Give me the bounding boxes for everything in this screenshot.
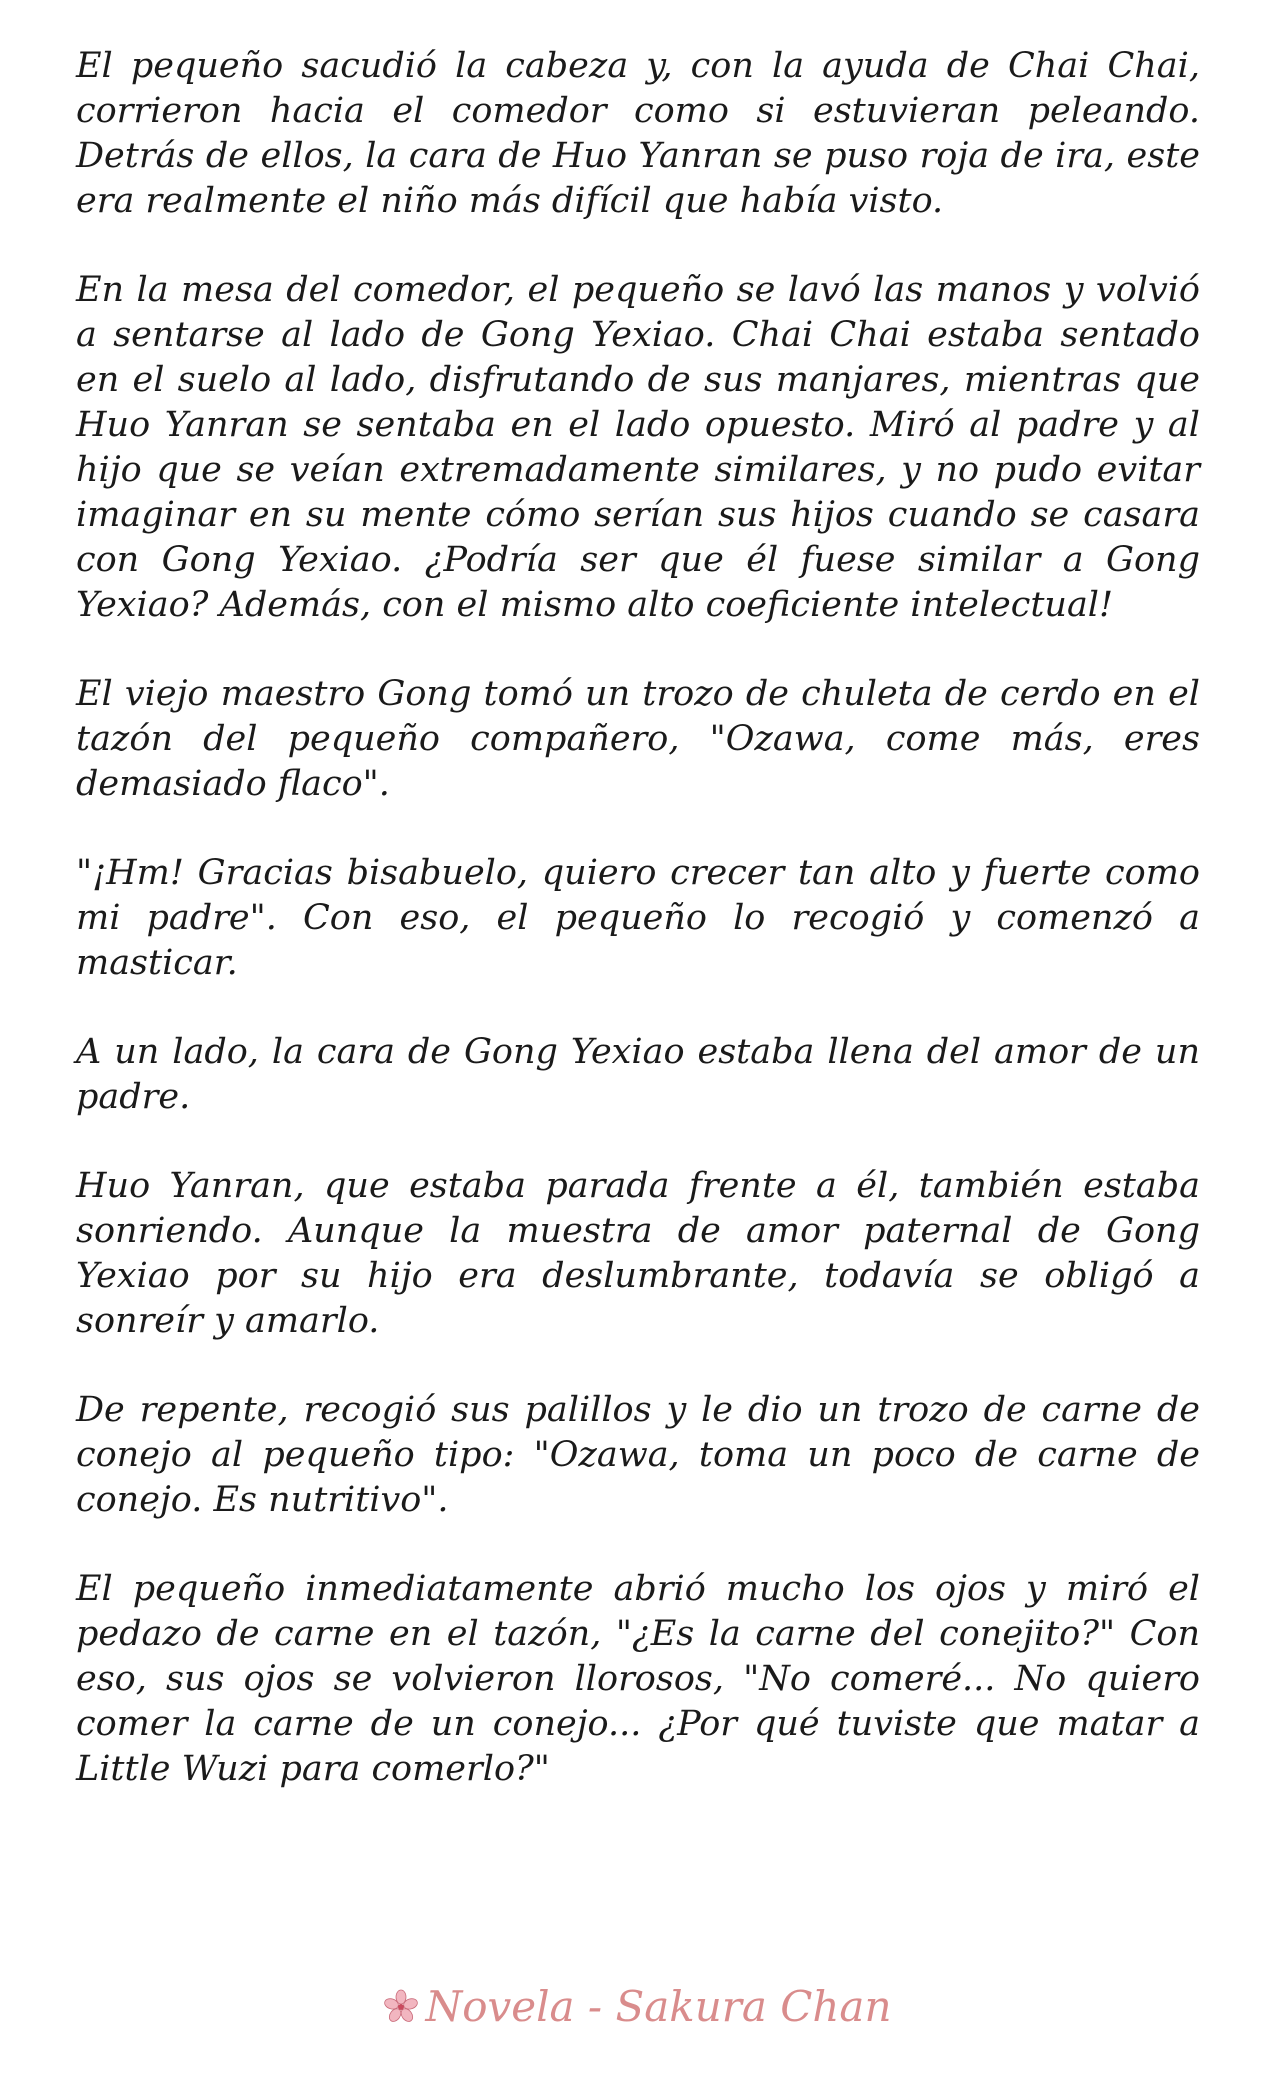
paragraph-2: En la mesa del comedor, el pequeño se lavó las manos y volvió a sentarse al lado de Gong Yexiao. Chai Chai estaba sentado en el suelo al lado, disfrutando de sus manjares, mientras que Huo Yanran se sentaba en el lado opuesto. Miró al padre y al hijo que se veían extremadamente similares, y no pudo evitar imaginar en su mente cómo serían sus hijos cuando se casara con Gong Yexiao. ¿Podría ser que él fuese similar a Gong Yexiao? Además, con el mismo alto coeficiente intelectual! bbox=[76, 270, 1200, 625]
paragraph-4: "¡Hm! Gracias bisabuelo, quiero crecer tan alto y fuerte como mi padre". Con eso, el pequeño lo recogió y comenzó a masticar. bbox=[76, 853, 1200, 983]
paragraph-7: De repente, recogió sus palillos y le dio un trozo de carne de conejo al pequeño tipo: "Ozawa, toma un poco de carne de conejo. Es nutritivo". bbox=[76, 1390, 1200, 1520]
watermark-text: Novela - Sakura Chan bbox=[425, 1982, 892, 2031]
paragraph-3: El viejo maestro Gong tomó un trozo de chuleta de cerdo en el tazón del pequeño compañero, "Ozawa, come más, eres demasiado flaco". bbox=[76, 674, 1200, 804]
paragraph-1: El pequeño sacudió la cabeza y, con la ayuda de Chai Chai, corrieron hacia el comedor como si estuvieran peleando. Detrás de ellos, la cara de Huo Yanran se puso roja de ira, este era realmente el niño más difícil que había visto. bbox=[76, 46, 1200, 221]
paragraph-6: Huo Yanran, que estaba parada frente a él, también estaba sonriendo. Aunque la muestra de amor paternal de Gong Yexiao por su hijo era deslumbrante, todavía se obligó a sonreír y amarlo. bbox=[76, 1166, 1200, 1341]
watermark bbox=[0, 1982, 1275, 2031]
paragraph-8: El pequeño inmediatamente abrió mucho los ojos y miró el pedazo de carne en el tazón, "¿Es la carne del conejito?" Con eso, sus ojos se volvieron llorosos, "No comeré... No quiero comer la carne de un conejo... ¿Por qué tuviste que matar a Little Wuzi para comerlo?" bbox=[76, 1569, 1200, 1789]
document-body bbox=[76, 44, 1200, 1836]
sakura-flower-icon bbox=[383, 1989, 419, 2025]
paragraph-5: A un lado, la cara de Gong Yexiao estaba llena del amor de un padre. bbox=[76, 1032, 1200, 1117]
